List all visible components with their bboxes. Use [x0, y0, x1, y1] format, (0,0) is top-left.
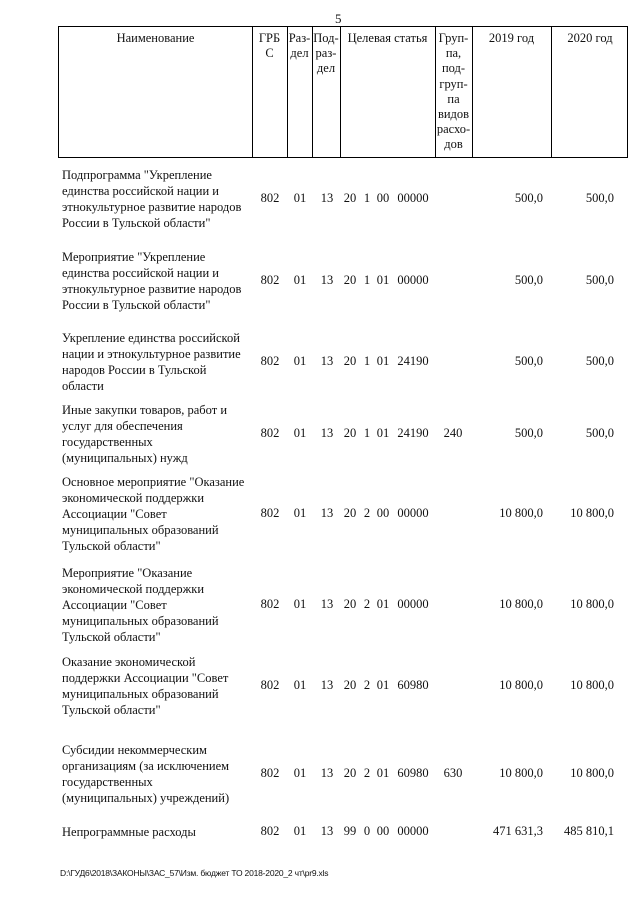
- row-name-line: (муниципальных) учреждений): [62, 791, 230, 805]
- cell-vr: 630: [443, 766, 463, 780]
- row-name-line: Субсидии некоммерческим: [62, 743, 207, 757]
- row-name-line: государственных: [62, 775, 153, 789]
- header-text: Груп-: [438, 31, 469, 45]
- header-2020: 2020 год: [567, 31, 613, 45]
- header-target: Целевая статья: [347, 31, 428, 45]
- cell-grbs: 802: [260, 824, 280, 838]
- cell-cs4: 00000: [397, 824, 429, 838]
- row-name-line: Тульской области": [62, 703, 161, 717]
- row-name-line: муниципальных образований: [62, 523, 219, 537]
- row-name-line: России в Тульской области": [62, 216, 211, 230]
- row-name-line: экономической поддержки: [62, 491, 205, 505]
- cell-grbs: 802: [260, 273, 280, 287]
- column-divider: [472, 27, 473, 157]
- header-text: дел: [316, 61, 336, 76]
- cell-cs1: 20: [343, 354, 357, 368]
- header-text: па,: [445, 46, 462, 61]
- header-2019: 2019 год: [488, 31, 535, 45]
- row-name-line: нации и этнокультурное развитие: [62, 347, 241, 361]
- row-name-line: Иные закупки товаров, работ и: [62, 403, 228, 417]
- header-name: Наименование: [116, 31, 195, 45]
- header-text: дел: [290, 46, 309, 61]
- cell-y2019: 10 800,0: [499, 506, 543, 520]
- cell-cs4: 00000: [397, 506, 429, 520]
- column-divider: [340, 27, 341, 157]
- page-number: 5: [335, 11, 342, 26]
- cell-y2020: 10 800,0: [570, 506, 614, 520]
- cell-cs2: 2: [363, 766, 371, 780]
- row-name-line: единства российской нации и: [62, 266, 220, 280]
- row-name-line: Тульской области": [62, 630, 161, 644]
- row-name-line: поддержки Ассоциации "Совет: [62, 671, 229, 685]
- table-header: [58, 26, 628, 158]
- cell-grbs: 802: [260, 191, 280, 205]
- row-name-line: народов России в Тульской: [62, 363, 207, 377]
- header-text: видов: [437, 107, 470, 122]
- cell-podrazdel: 13: [320, 354, 334, 368]
- cell-razdel: 01: [293, 273, 307, 287]
- row-name: [62, 824, 258, 840]
- cell-y2019: 500,0: [514, 191, 543, 205]
- header-text: С: [265, 46, 274, 61]
- cell-grbs: 802: [260, 597, 280, 611]
- header-text: Под-: [313, 31, 339, 45]
- cell-cs2: 2: [363, 678, 371, 692]
- row-name: [62, 565, 258, 645]
- cell-y2020: 500,0: [585, 273, 614, 287]
- cell-cs3: 01: [376, 766, 390, 780]
- header-text: раз-: [315, 46, 337, 61]
- row-name-line: услуг для обеспечения: [62, 419, 183, 433]
- cell-grbs: 802: [260, 426, 280, 440]
- cell-y2019: 500,0: [514, 426, 543, 440]
- cell-podrazdel: 13: [320, 597, 334, 611]
- cell-y2020: 10 800,0: [570, 678, 614, 692]
- row-name-line: Подпрограмма "Укрепление: [62, 168, 212, 182]
- cell-cs1: 20: [343, 506, 357, 520]
- cell-cs4: 00000: [397, 597, 429, 611]
- cell-y2019: 10 800,0: [499, 766, 543, 780]
- row-name-line: экономической поддержки: [62, 582, 205, 596]
- cell-y2020: 500,0: [585, 426, 614, 440]
- cell-cs4: 60980: [397, 766, 429, 780]
- header-text: па: [447, 91, 460, 106]
- cell-cs3: 01: [376, 354, 390, 368]
- header-podrazdel: [312, 31, 340, 77]
- cell-razdel: 01: [293, 678, 307, 692]
- cell-podrazdel: 13: [320, 678, 334, 692]
- cell-grbs: 802: [260, 354, 280, 368]
- cell-cs4: 00000: [397, 273, 429, 287]
- cell-cs1: 20: [343, 191, 357, 205]
- header-grbs: [252, 31, 287, 61]
- cell-cs1: 20: [343, 597, 357, 611]
- row-name-line: Ассоциации "Совет: [62, 507, 167, 521]
- header-text: груп-: [439, 76, 468, 91]
- cell-cs3: 00: [376, 824, 390, 838]
- cell-cs2: 1: [363, 426, 371, 440]
- cell-y2019: 10 800,0: [499, 678, 543, 692]
- row-name-line: Мероприятие "Укрепление: [62, 250, 206, 264]
- cell-y2020: 500,0: [585, 354, 614, 368]
- cell-podrazdel: 13: [320, 766, 334, 780]
- cell-cs4: 24190: [397, 426, 429, 440]
- cell-y2019: 500,0: [514, 273, 543, 287]
- cell-y2019: 500,0: [514, 354, 543, 368]
- cell-cs2: 2: [363, 506, 371, 520]
- header-razdel: [287, 31, 312, 61]
- cell-podrazdel: 13: [320, 506, 334, 520]
- cell-podrazdel: 13: [320, 426, 334, 440]
- row-name-line: государственных: [62, 435, 153, 449]
- row-name: [62, 474, 258, 554]
- cell-podrazdel: 13: [320, 273, 334, 287]
- cell-grbs: 802: [260, 506, 280, 520]
- cell-y2020: 485 810,1: [564, 824, 614, 838]
- cell-cs4: 60980: [397, 678, 429, 692]
- cell-cs1: 20: [343, 678, 357, 692]
- row-name-line: этнокультурное развитие народов: [62, 282, 242, 296]
- cell-cs2: 1: [363, 354, 371, 368]
- row-name-line: Основное мероприятие "Оказание: [62, 475, 245, 489]
- row-name: [62, 249, 258, 313]
- row-name-line: организациям (за исключением: [62, 759, 230, 773]
- row-name-line: Мероприятие "Оказание: [62, 566, 193, 580]
- row-name-line: муниципальных образований: [62, 687, 219, 701]
- cell-y2020: 10 800,0: [570, 597, 614, 611]
- row-name-line: единства российской нации и: [62, 184, 220, 198]
- cell-cs1: 20: [343, 766, 357, 780]
- cell-cs4: 00000: [397, 191, 429, 205]
- cell-cs2: 0: [363, 824, 371, 838]
- cell-razdel: 01: [293, 506, 307, 520]
- row-name-line: Тульской области": [62, 539, 161, 553]
- cell-y2019: 10 800,0: [499, 597, 543, 611]
- cell-cs3: 01: [376, 273, 390, 287]
- row-name: [62, 330, 258, 394]
- cell-podrazdel: 13: [320, 191, 334, 205]
- row-name-line: Непрограммные расходы: [62, 825, 196, 839]
- row-name: [62, 402, 258, 466]
- cell-cs3: 01: [376, 597, 390, 611]
- cell-cs2: 1: [363, 191, 371, 205]
- row-name: [62, 167, 258, 231]
- row-name-line: Укрепление единства российской: [62, 331, 240, 345]
- cell-cs3: 00: [376, 506, 390, 520]
- cell-cs1: 99: [343, 824, 357, 838]
- cell-vr: 240: [443, 426, 463, 440]
- file-path-footer: D:\ГУД6\2018\ЗАКОНЫ\ЗАС_57\Изм. бюджет ТО 2018-2020_2 чт\pr9.xls: [60, 868, 329, 878]
- cell-cs1: 20: [343, 273, 357, 287]
- row-name: [62, 654, 258, 718]
- header-text: расхо-: [436, 122, 471, 137]
- cell-cs2: 2: [363, 597, 371, 611]
- header-text: ГРБ: [258, 31, 281, 45]
- cell-cs3: 01: [376, 426, 390, 440]
- column-divider: [551, 27, 552, 157]
- cell-cs1: 20: [343, 426, 357, 440]
- row-name-line: Ассоциации "Совет: [62, 598, 167, 612]
- cell-grbs: 802: [260, 766, 280, 780]
- cell-razdel: 01: [293, 597, 307, 611]
- cell-y2019: 471 631,3: [493, 824, 543, 838]
- row-name-line: России в Тульской области": [62, 298, 211, 312]
- cell-razdel: 01: [293, 824, 307, 838]
- cell-razdel: 01: [293, 354, 307, 368]
- row-name-line: области: [62, 379, 104, 393]
- cell-y2020: 500,0: [585, 191, 614, 205]
- row-name: [62, 742, 258, 806]
- cell-cs2: 1: [363, 273, 371, 287]
- row-name-line: муниципальных образований: [62, 614, 219, 628]
- header-text: Раз-: [288, 31, 311, 45]
- header-text: дов: [444, 137, 463, 152]
- cell-cs4: 24190: [397, 354, 429, 368]
- row-name-line: (муниципальных) нужд: [62, 451, 188, 465]
- cell-cs3: 01: [376, 678, 390, 692]
- cell-podrazdel: 13: [320, 824, 334, 838]
- header-group: [435, 31, 472, 153]
- cell-grbs: 802: [260, 678, 280, 692]
- header-text: под-: [441, 61, 466, 76]
- row-name-line: Оказание экономической: [62, 655, 196, 669]
- row-name-line: этнокультурное развитие народов: [62, 200, 242, 214]
- cell-y2020: 10 800,0: [570, 766, 614, 780]
- cell-razdel: 01: [293, 191, 307, 205]
- cell-razdel: 01: [293, 766, 307, 780]
- cell-cs3: 00: [376, 191, 390, 205]
- cell-razdel: 01: [293, 426, 307, 440]
